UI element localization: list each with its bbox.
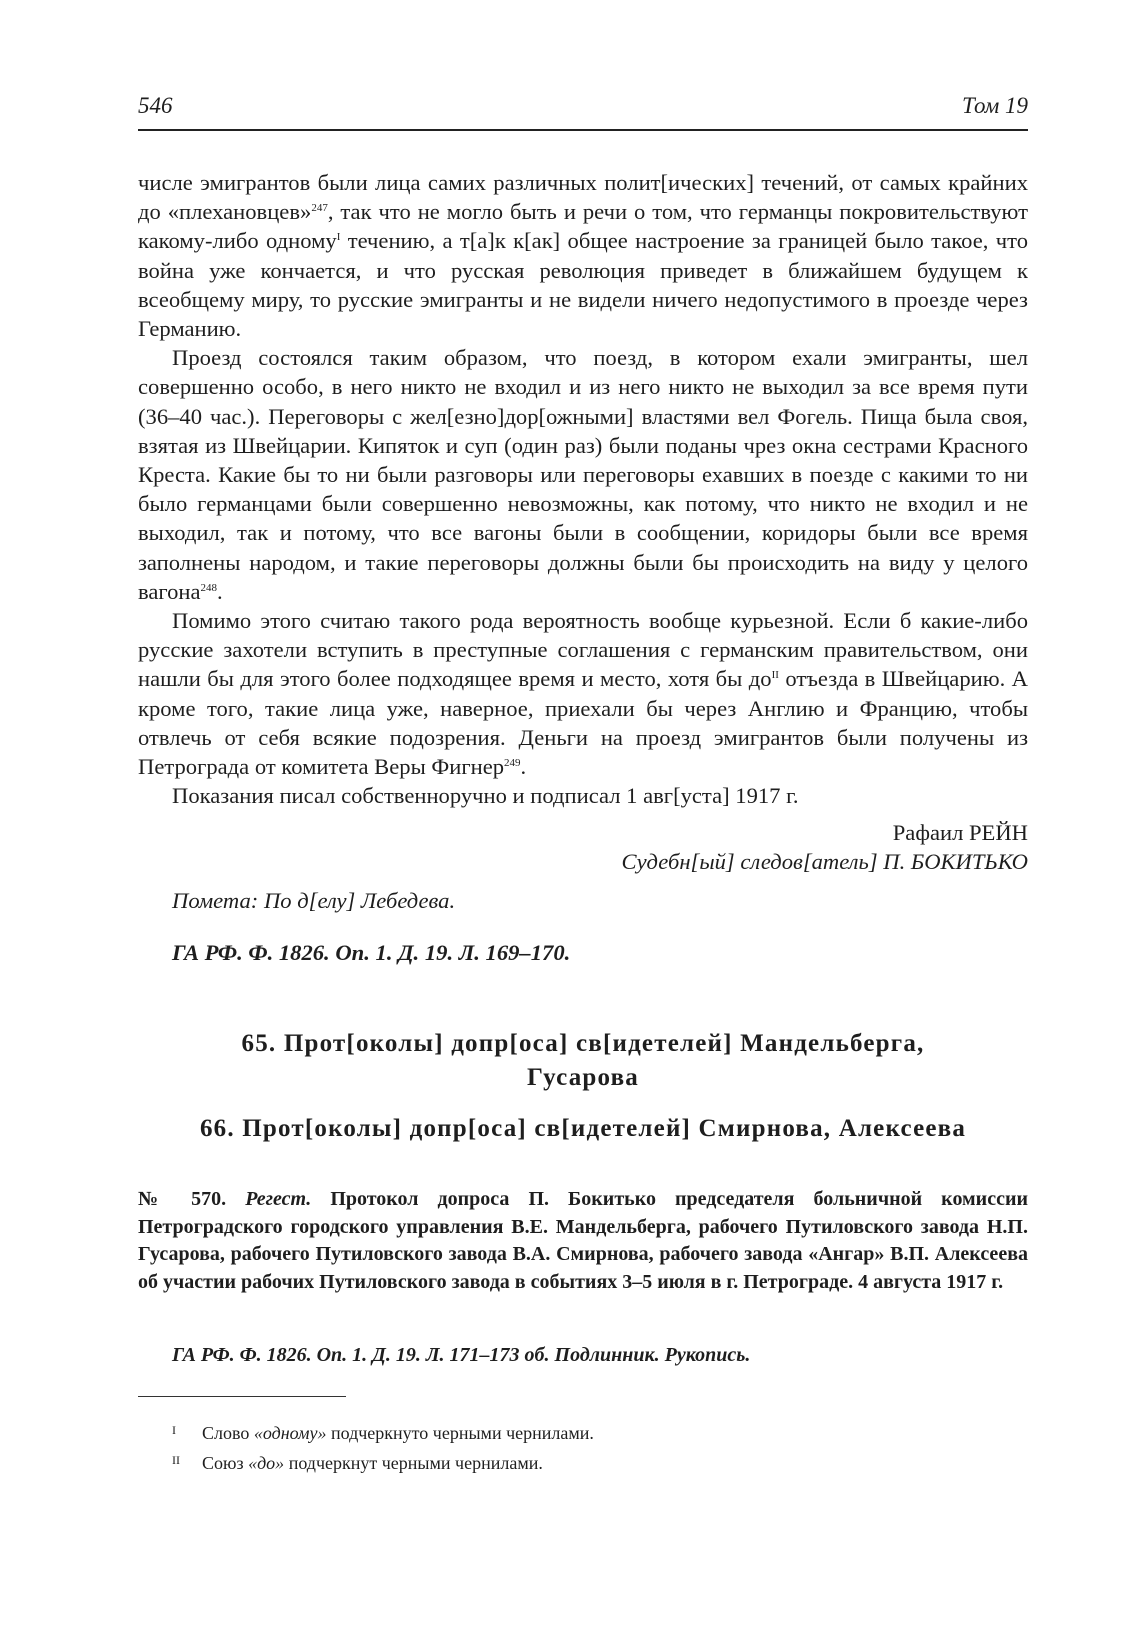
footnote-ref: II xyxy=(771,669,779,682)
archive-reference-2: ГА РФ. Ф. 1826. Оп. 1. Д. 19. Л. 171–173 об. Подлинник. Рукопись. xyxy=(172,1344,751,1366)
paragraph-2: Проезд состоялся таким образом, что поезд, в котором ехали эмигранты, шел совершенно особо, в него никто не входил и из него никто не выходил за все время пути (36–40 час.). Переговоры с жел[езно]дор[ожными] властями вел Фогель. Пища была своя, взятая из Швейцарии. Кипяток и суп (один раз) были поданы чрез окна сестрами Красного Креста. Какие бы то ни были разговоры или переговоры ехавших в поезде с какими то ни было германцами были совершенно невозможны, как потому, что никто не входил и не выходил, так и потому, что все вагоны были в сообщении, коридоры были все время заполнены народом, и такие переговоры должны были бы происходить на виду у целого вагона$^{248}$. xyxy=(138,345,1028,604)
footnote-mark: II xyxy=(172,1453,180,1467)
archive-reference: ГА РФ. Ф. 1826. Оп. 1. Д. 19. Л. 169–170. xyxy=(172,940,571,965)
regest-number: № 570. xyxy=(138,1188,227,1210)
page-number: 546 xyxy=(138,93,173,118)
regest-text: Протокол допроса П. Бокитько председателя больничной комиссии Петроградского городского управления В.Е. Мандельберга, рабочего Путиловского завода Н.П. Гусарова, рабочего Путиловского завода В.А. Смирнова, рабочего завода «Ангар» В.П. Алексеева об участии рабочих Путиловского завода в событиях 3–5 июля в г. Петрограде. 4 августа 1917 г. xyxy=(138,1188,1029,1293)
footnote-ref: I xyxy=(336,231,341,244)
section-heading-65: 65. Прот[околы] допр[оса] св[идетелей] Мандельберга, Гусарова xyxy=(241,1030,925,1091)
regest-label: Регест. xyxy=(245,1188,312,1210)
regest-block xyxy=(138,1186,1028,1296)
investigator-name: Судебн[ый] следов[атель] П. БОКИТЬКО xyxy=(621,849,1028,875)
paragraph-4: Показания писал собственноручно и подписал 1 авг[уста] 1917 г. xyxy=(172,783,799,809)
footnote-divider xyxy=(138,1396,346,1397)
paragraph-1: числе эмигрантов были лица самих различных полит[ических] течений, от самых крайних до «плехановцев»$^{247}$, так что не могло быть и речи о том, что германцы покровительствуют какому-либо одному$^I$ течению, а т[а]к к[ак] общее настроение за границей было такое, что война уже кончается, и что русская революция приведет в ближайшем будущем к всеобщему миру, то русские эмигранты и не видели ничего недопустимого в проезде через Германию. xyxy=(138,170,1028,342)
signatory-name: Рафаил РЕЙН xyxy=(892,820,1028,845)
paragraph-3: Помимо этого считаю такого рода вероятность вообще курьезной. Если б какие-либо русские захотели вступить в преступные соглашения с германским правительством, они нашли бы для этого более подходящее время и место, хотя бы до$^{II}$ отъезда в Швейцарию. А кроме того, такие лица уже, наверное, приехали бы через Англию и Францию, чтобы отвлечь от себя всякие подозрения. Деньги на проезд эмигрантов были получены из Петрограда от комитета Веры Фигнер$^{249}$. xyxy=(138,608,1028,780)
footnote-item: I Слово «одному» подчеркнуто черными чернилами. xyxy=(172,1418,594,1448)
volume-label: Том 19 xyxy=(961,93,1028,118)
main-text xyxy=(138,168,1028,810)
running-header xyxy=(138,90,1028,130)
header-divider xyxy=(138,129,1028,131)
footnote-item: II Союз «до» подчеркнут черными чернилами. xyxy=(172,1448,594,1478)
footnote-ref: 248 xyxy=(200,581,218,594)
footnote-ref: 247 xyxy=(311,202,328,215)
signature-block xyxy=(622,818,1029,876)
footnote-mark: I xyxy=(172,1423,176,1437)
annotation-note: Помета: По д[елу] Лебедева. xyxy=(172,888,456,913)
section-heading-66: 66. Прот[околы] допр[оса] св[идетелей] Смирнова, Алексеева xyxy=(199,1115,967,1142)
footnote-ref: 249 xyxy=(504,757,521,770)
footnotes xyxy=(172,1418,594,1478)
